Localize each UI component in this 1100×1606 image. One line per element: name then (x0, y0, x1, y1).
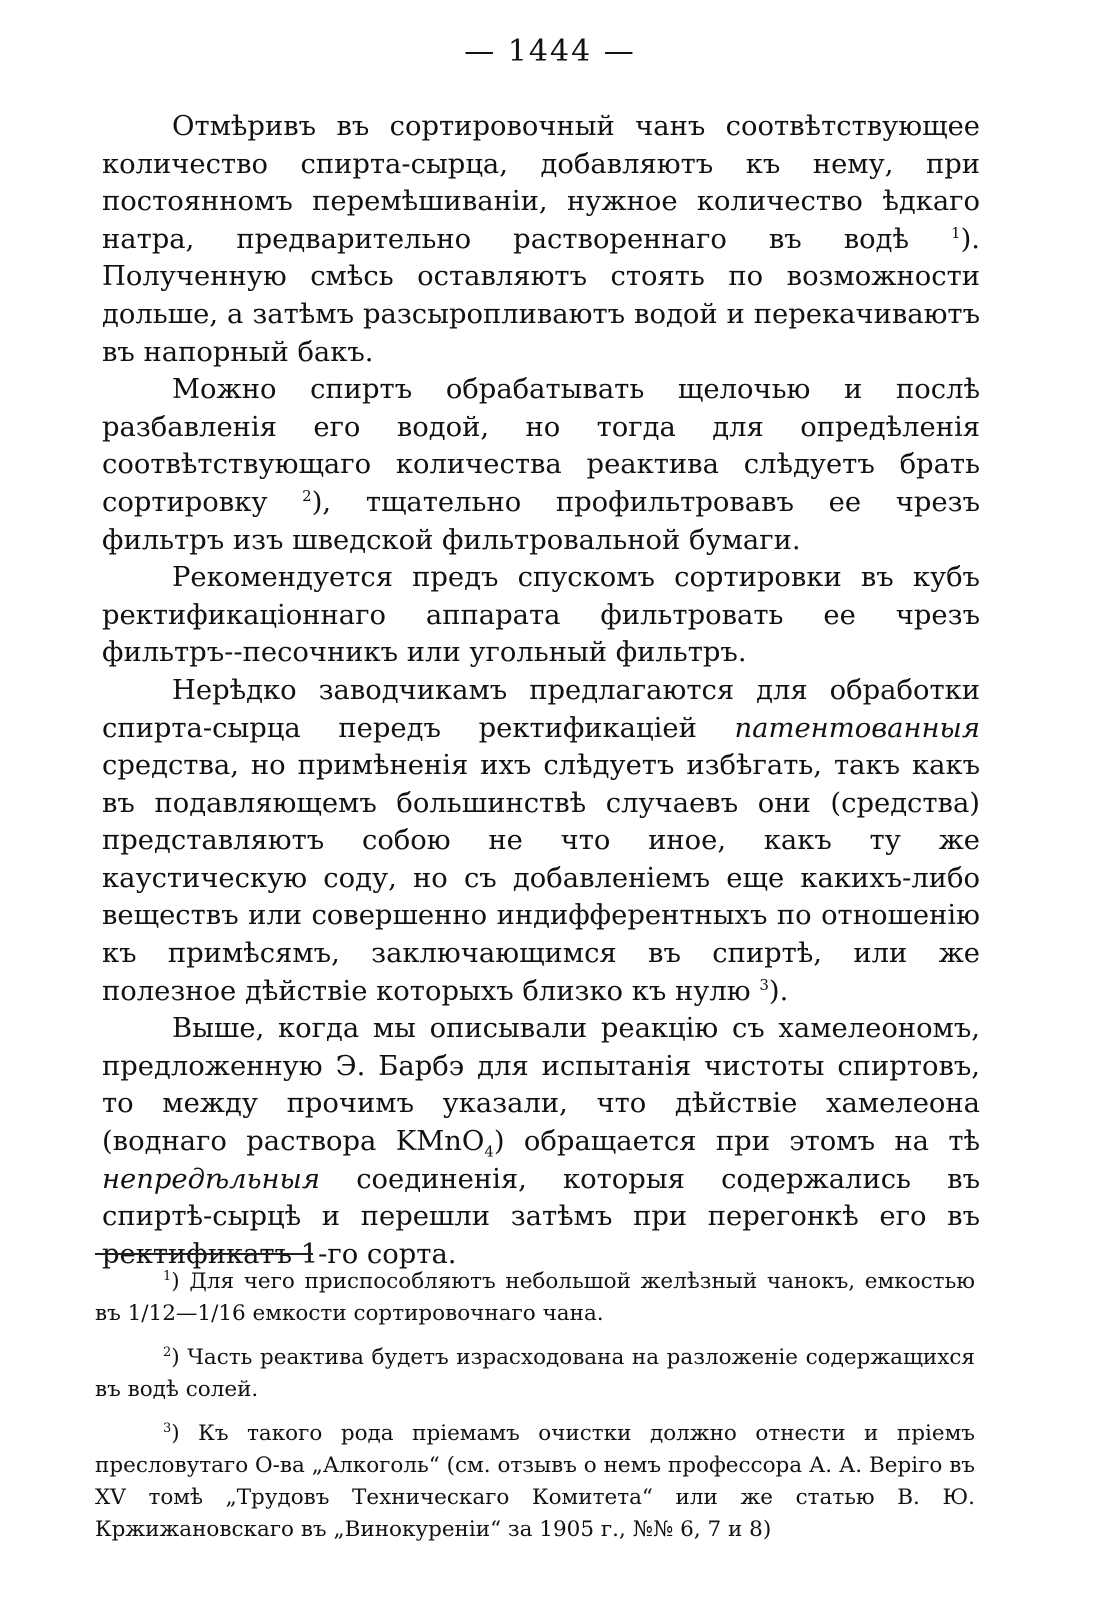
paragraph (102, 672, 980, 1010)
footnote-text: ) Для чего приспособляютъ небольшой желѣзный чанокъ, емкостью въ (95, 1269, 975, 1326)
paragraph-text: Отмѣривъ въ сортировочный чанъ соотвѣтствующее количество спирта-сырца, добавляютъ къ нему, при постоянномъ перемѣшиваніи, нужное количество ѣдкаго натра, предварительно раствореннаго въ водѣ (102, 111, 980, 255)
formula-subscript: 4 (484, 1142, 494, 1161)
paragraph (102, 108, 980, 371)
italic-term: непредѣльныя (102, 1163, 321, 1195)
footnote-ref: 2 (302, 486, 312, 505)
footnote (95, 1266, 975, 1330)
main-text (102, 108, 980, 1273)
paragraph (102, 1010, 980, 1273)
paragraph-text: ). Полученную смѣсь оставляютъ стоять по возможности дольше, а затѣмъ разсыропливаютъ водой и перекачиваютъ въ напорный бакъ. (102, 223, 980, 368)
page-number: — 1444 — (464, 34, 636, 69)
footnote-text: ) Къ такого рода пріемамъ очистки должно отнести и пріемъ пресловутаго О-ва „Алкоголь“ (см. отзывъ о немъ профессора А. А. Веріго въ XV томѣ „Трудовъ Техническаго Комитета“ или же статью В. Ю. Кржижановскаго въ „Винокуреніи“ за 1905 г., №№ 6, 7 и 8) (95, 1421, 975, 1542)
footnote (95, 1418, 975, 1546)
paragraph-text: Нерѣдко заводчикамъ предлагаются для обработки спирта-сырца передъ ректификаціей (102, 674, 980, 744)
paragraph-text: средства, но примѣненія ихъ слѣдуетъ избѣгать, такъ какъ въ подавляющемъ большинствѣ случаевъ они (средства) представляютъ собою не что иное, какъ ту же каустическую соду, но съ добавленіемъ еще какихъ-либо веществъ или совершенно индифферентныхъ по отношенію къ примѣсямъ, заключающимся въ спиртѣ, или же полезное дѣйствіе которыхъ близко къ нулю (102, 750, 980, 1007)
paragraph-text: соединенія, которыя содержались въ спиртѣ-сырцѣ и перешли затѣмъ при перегонкѣ его въ ректификатъ 1-го сорта. (102, 1163, 980, 1270)
footnote-ref: 3 (759, 975, 769, 994)
footnote-marker: 2 (163, 1344, 172, 1360)
paragraph-text: Выше, когда мы описывали реакцію съ хамелеономъ, предложенную Э. Барбэ для испытанія чистоты спиртовъ, то между прочимъ указали, что дѣйствіе хамелеона (воднаго раствора KMnO (102, 1013, 980, 1158)
footnote-marker: 1 (163, 1268, 172, 1284)
paragraph-text: ), тщательно профильтровавъ ее чрезъ фильтръ изъ шведской фильтровальной бумаги. (102, 486, 980, 556)
footnote-text: ) Часть реактива будетъ израсходована на разложеніе содержащихся въ водѣ солей. (95, 1345, 975, 1402)
footnote (95, 1342, 975, 1406)
paragraph (102, 371, 980, 559)
paragraph-text: ) обращается при этомъ на тѣ (493, 1126, 980, 1158)
italic-term: патентованныя (734, 712, 980, 744)
paragraph-text: Можно спиртъ обрабатывать щелочью и послѣ разбавленія его водой, но тогда для опредѣленія соотвѣтствующаго количества реактива слѣдуетъ брать сортировку (102, 374, 980, 518)
footnote-text: емкости сортировочнаго чана. (245, 1301, 604, 1326)
paragraph-text: Рекомендуется предъ спускомъ сортировки въ кубъ ректификаціоннаго аппарата фильтровать ее чрезъ фильтръ--песочникъ или угольный фильтръ. (102, 562, 980, 669)
footnote-marker: 3 (163, 1420, 172, 1436)
footnote-ref: 1 (951, 223, 961, 242)
footnote-divider (95, 1253, 313, 1255)
paragraph (102, 559, 980, 672)
footnotes (95, 1266, 975, 1558)
paragraph-text: ). (768, 975, 789, 1007)
fraction-range: 1/12—1/16 (127, 1301, 246, 1326)
